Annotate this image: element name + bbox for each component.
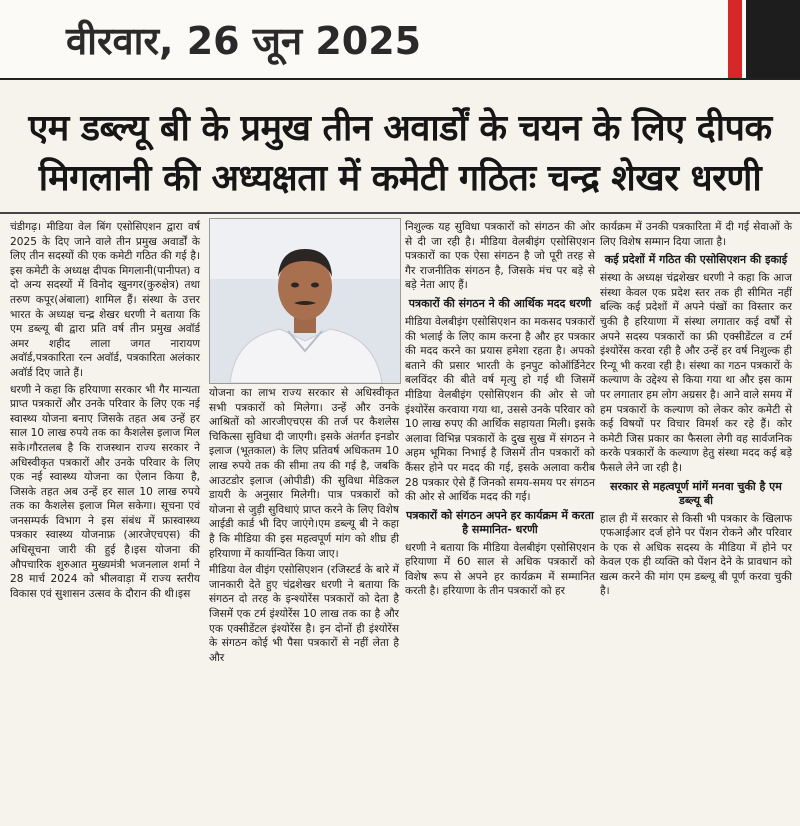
- headline-line-1: एम डब्ल्यू बी के प्रमुख तीन अवार्डों के चयन के लिए दीपक: [28, 108, 772, 149]
- dateline-bar: [0, 0, 800, 80]
- col3-subhead-1: पत्रकारों की संगठन ने की आर्थिक मदद धरणी: [408, 296, 592, 310]
- column-3: [405, 220, 595, 601]
- col4-paragraph-2: संस्था के अध्यक्ष चंद्रशेखर धरणी ने कहा कि आज संस्था केवल एक प्रदेश स्तर तक ही सीमित नहीं बल्कि कई प्रदेशों में अपने पंखों का विस्तार कर चुकी है हरियाणा में संस्था लगातार कई वर्षों से अपने सदस्य पत्रकारों का फ्री एक्सीडेंटल व टर्म इंश्योरेंस करवा रही है और उन्हें हर वर्ष निशुल्क ही रिन्यू भी करवा रही है। संस्था का गठन पत्रकारों के कल्याण के उद्देश्य से किया गया था और इस काम पर लगातार हम लोग अग्रसर है। आने वाले समय में हम पत्रकारों के कल्याण को लेकर कोर कमेटी से कई विषयों पर विचार विमर्श कर रहे हैं। कोर कमेटी जिस प्रकार का फैसला लेगी वह सार्वजनिक करके पत्रकारों के कल्याण हेतु संस्था मदद कई बड़े फैसले लेने जा रही है।: [600, 272, 792, 474]
- person-portrait-icon: [209, 218, 401, 384]
- headline-line-2: मिगलानी की अध्यक्षता में कमेटी गठितः चन्द्र शेखर धरणी: [38, 158, 762, 199]
- col2-paragraph-1: योजना का लाभ राज्य सरकार से अधिस्वीकृत सभी पत्रकारों को मिलेगा। उन्हें और उनके आश्रितों को आरजीएचएस की तर्ज पर कैशलेस चिकित्सा सुविधा दी जाएगी। इसके अंतर्गत इनडोर इलाज (भूतकाल) के लिए प्रतिवर्ष अधिकतम 10 लाख रुपये तक की सीमा तय की गई है, जबकि आउटडोर इलाज (ओपीडी) की सुविधा मेडिकल डायरी के अनुसार मिलेगी। पात्र पत्रकारों को योजना से जुड़ी सुविधाएं प्राप्त करने के लिए विशेष आईडी कार्ड भी दिए जाएंगे।एम डब्ल्यू बी ने कहा है कि मीडिया की इस महत्वपूर्ण मांग को शीघ्र ही हरियाणा में कार्यान्वित किया जाए।: [209, 387, 399, 560]
- date-text: वीरवार, 26 जून 2025: [66, 19, 422, 63]
- col4-subhead-1: कई प्रदेशों में गठित की एसोसिएशन की इकाई: [604, 253, 788, 267]
- col4-subhead-2: सरकार से महत्वपूर्ण मांगें मनवा चुकी है एम डब्ल्यू बी: [610, 479, 782, 507]
- col3-paragraph-2: मीडिया वेलबीइंग एसोसिएशन का मकसद पत्रकारों की भलाई के लिए काम करना है और हर पत्रकार की मदद करने का प्रयास हमेशा रहता है। अपको बताने की प्रसार भारती के इनपुट कोऑर्डिनेटर बलविंदर की बीते वर्ष मृत्यु हो गई थी जिसमें मीडिया वेलबीइंग एसोसिएशन की ओर से जो इंश्योरेंस करवाया गया था, उससे उनके परिवार को 10 लाख रुपए की आर्थिक सहायता मिली। इसके अलावा विभिन्न पत्रकारों के दुख सुख में संगठन ने अहम भूमिका निभाई है जिसमें तीन पत्रकारों को कैंसर होने पर मदद की गई, इसके अलावा करीब 28 पत्रकार ऐसे हैं जिनको समय-समय पर संगठन की ओर से आर्थिक मदद की गई।: [405, 315, 595, 504]
- col4-paragraph-1: कार्यक्रम में उनकी पत्रकारिता में दी गई सेवाओं के लिए विशेष सम्मान दिया जाता है।: [600, 221, 792, 248]
- col3-subhead-2: पत्रकारों को संगठन अपने हर कार्यक्रम में करता है सम्मानित- धरणी: [406, 508, 594, 536]
- masthead-block: [746, 0, 800, 78]
- col1-paragraph-2: धरणी ने कहा कि हरियाणा सरकार भी गैर मान्यता प्राप्त पत्रकारों और उनके परिवार के लिए एक नई स्वास्थ्य योजना बनाए जिसके तहत अब उन्हें हर साल 10 लाख रुपये तक का कैशलेस इलाज मिल सके।गौरतलब है कि राजस्थान राज्य सरकार ने अधिस्वीकृत पत्रकारों और उनके परिवार के लिए एक नई स्वास्थ्य योजना का ऐलान किया है, जिसके तहत अब उन्हें हर साल 10 लाख रुपये तक का कैशलेस इलाज मिल सकेगा। सूचना एवं जनसम्पर्क विभाग ने इस संबंध में फ्रास्वास्थ्य पत्रकार स्वास्थ्य योजनाफ्र (आरजेएचएस) की अधिसूचना जारी की हुई है।इस योजना की औपचारिक शुरुआत मुख्यमंत्री भजनलाल शर्मा ने 28 मार्च 2024 को भीलवाड़ा में राज्य स्तरीय विकास एवं सुशासन उत्सव के दौरान की थी।इस: [10, 383, 200, 600]
- col3-paragraph-1: निशुल्क यह सुविधा पत्रकारों को संगठन की ओर से दी जा रही है। मीडिया वेलबीइंग एसोसिएशन पत्रकारों का एक ऐसा संगठन है जो पूरी तरह से गैर राजनीतिक संगठन है, जिसके मंच पर बड़े से बड़े नेता आए हैं।: [405, 221, 595, 292]
- red-stripe: [728, 0, 742, 78]
- col3-paragraph-3: धरणी ने बताया कि मीडिया वेलबीइंग एसोसिएशन हरियाणा में 60 साल से अधिक पत्रकारों को विशेष रूप से अपने हर कार्यक्रम में सम्मानित करती है। हरियाणा के तीन पत्रकारों को हर: [405, 541, 595, 598]
- col1-paragraph-1: चंडीगढ़। मीडिया वेल बिंग एसोसिएशन द्वारा वर्ष 2025 के दिए जाने वाले तीन प्रमुख अवार्डों के लिए तीन सदस्यों की एक कमेटी गठित की गई है। इस कमेटी के अध्यक्ष दीपक मिगलानी(पानीपत) व दो अन्य सदस्यों में विनोद खुनगर(कुरुक्षेत्र) तथा तरुण कपूर(अंबाला) शामिल हैं। संस्था के उत्तर भारत के अध्यक्ष चन्द्र शेखर धरणी ने बताया कि एम डब्ल्यू बी द्वारा प्रति वर्ष तीन प्रमुख अवॉर्ड अमर शहीद लाला जगत नारायण अवॉर्ड,पत्रकारिता रत्न अवॉर्ड, पत्रकारिता अलंकार अवॉर्ड दिए जाते हैं।: [10, 221, 200, 379]
- column-4: [600, 220, 792, 601]
- column-2: [209, 386, 399, 667]
- col2-paragraph-2: मीडिया वेल वीइंग एसोसिएशन (रजिस्टर्ड के बारे में जानकारी देते हुए चंद्रशेखर धरणी ने बताया कि संगठन दो तरह के इन्श्योरेंस पत्रकारों को देता है जिसमें एक टर्म इंश्योरेंस 10 लाख तक का है और एक एक्सीडेंटल इंश्योरेंस है। इन दोनों ही इंश्योरेंस के संगठन कोई भी पैसा पत्रकारों से नहीं लेता है और: [209, 564, 399, 664]
- column-1: [10, 220, 200, 603]
- col4-paragraph-3: हाल ही में सरकार से किसी भी पत्रकार के खिलाफ एफआईआर दर्ज होने पर पेंशन रोकने और परिवार के एक से अधिक सदस्य के मीडिया में होने पर केवल एक ही व्यक्ति को पेंशन देने के प्रावधान को खत्म करने की मांग एम डब्ल्यू बी पूर्ण करवा चुकी है।: [600, 512, 792, 598]
- headline: [0, 104, 800, 204]
- headline-rule: [0, 212, 800, 214]
